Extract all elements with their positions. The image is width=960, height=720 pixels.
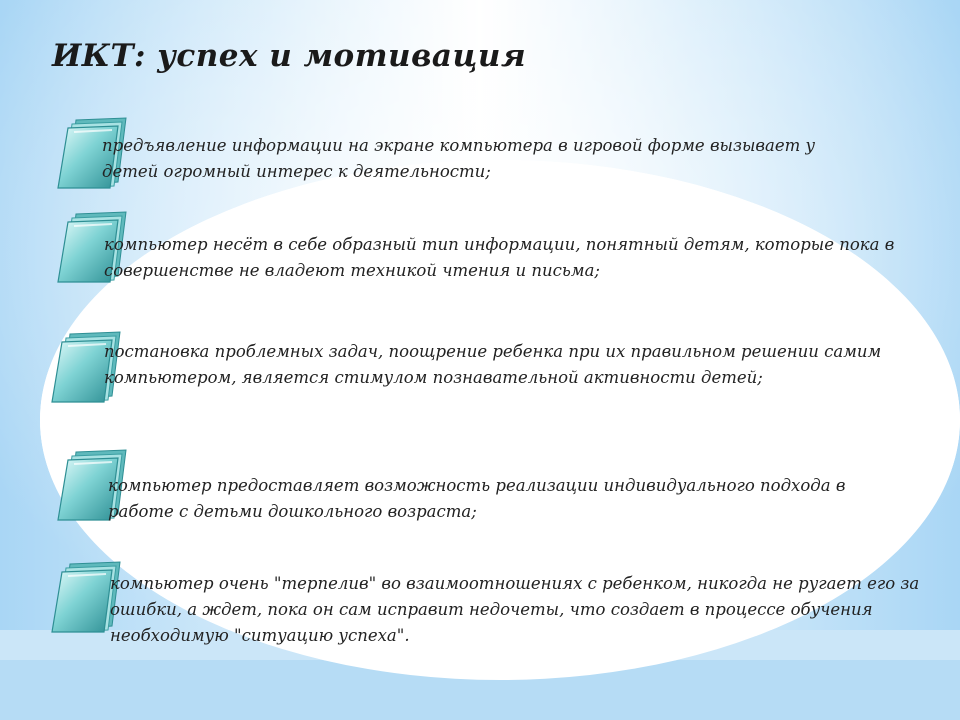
item-text: компьютер несёт в себе образный тип информации, понятный детям, которые пока в совершенстве не владеют техникой чтения и письма; <box>104 235 895 280</box>
item-text: компьютер очень "терпелив" во взаимоотношениях с ребенком, никогда не ругает его за ошибки, а ждет, пока он сам исправит недочеты, что создает в процессе обучения необходимую "ситуацию успеха". <box>110 574 920 645</box>
item-text: постановка проблемных задач, поощрение ребенка при их правильном решении самим компьютером, является стимулом познавательной активности детей; <box>104 342 882 387</box>
page-title: ИКТ: успех и мотивация <box>52 38 527 74</box>
item-text: предъявление информации на экране компьютера в игровой форме вызывает у детей огромный интерес к деятельности; <box>102 136 816 181</box>
item-text: компьютер предоставляет возможность реализации индивидуального подхода в работе с детьми дошкольного возраста; <box>108 476 846 521</box>
